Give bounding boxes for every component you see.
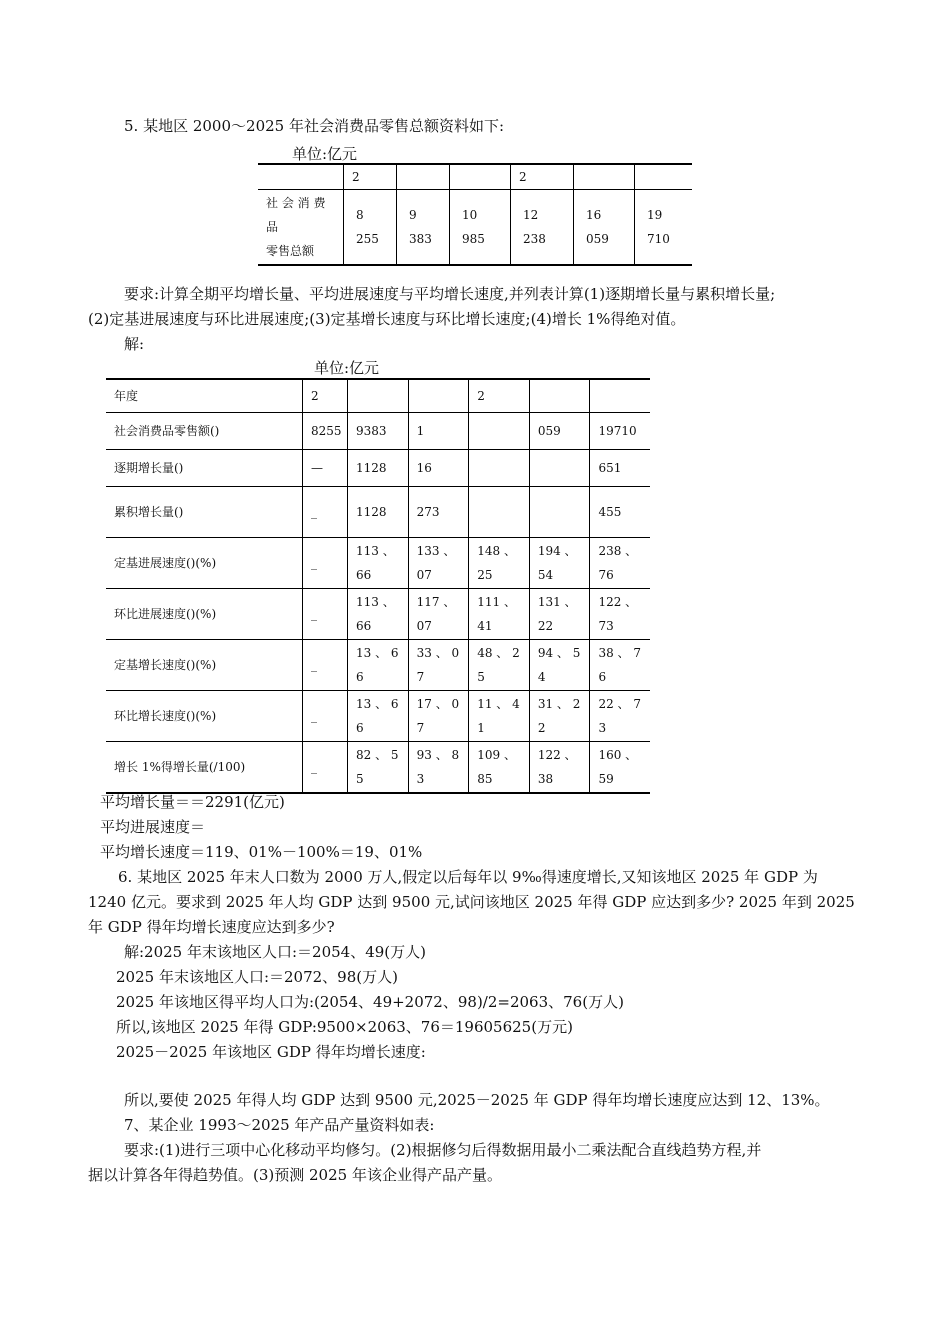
table-cell [408, 379, 469, 413]
table-cell: 122 、 38 [529, 742, 590, 794]
table-row [106, 691, 650, 742]
q7-line1: 7、某企业 1993～2025 年产品产量资料如表: [124, 1116, 435, 1134]
table-cell: 455 [590, 487, 650, 538]
row-label: 定基增长速度()(%) [106, 640, 303, 691]
table-cell: 238 、 76 [590, 538, 650, 589]
table-cell: 160 、 59 [590, 742, 650, 794]
table-cell: 33 、 0 7 [408, 640, 469, 691]
table-header-row [258, 164, 692, 190]
table-cell: 22 、 7 3 [590, 691, 650, 742]
table-cell: — [303, 450, 348, 487]
table-row [106, 450, 650, 487]
q6-solution-4: 所以,该地区 2025 年得 GDP:9500×2063、76＝19605625(万元) [116, 1018, 573, 1036]
q6-solution-3: 2025 年该地区得平均人口为:(2054、49+2072、98)/2=2063、76(万人) [116, 993, 624, 1011]
table-cell [529, 379, 590, 413]
table-cell: 9 383 [397, 190, 450, 266]
table-row [106, 589, 650, 640]
table-cell: 11 、 4 1 [469, 691, 530, 742]
table-cell: 17 、 0 7 [408, 691, 469, 742]
row-label: 年度 [106, 379, 303, 413]
q6-solution-1: 解:2025 年末该地区人口:＝2054、49(万人) [124, 943, 427, 961]
table-cell [397, 164, 450, 190]
table-cell: 273 [408, 487, 469, 538]
q5-title: 5. 某地区 2000～2025 年社会消费品零售总额资料如下: [124, 117, 505, 135]
table-cell: 10 985 [450, 190, 511, 266]
table-row [106, 379, 650, 413]
avg-growth: 平均增长量＝＝2291(亿元) [100, 793, 285, 811]
table-row [106, 538, 650, 589]
row-label: 累积增长量() [106, 487, 303, 538]
table-cell: _ [303, 742, 348, 794]
table-cell [258, 164, 344, 190]
table-cell: 2 [469, 379, 530, 413]
q5-requirement-line2: (2)定基进展速度与环比进展速度;(3)定基增长速度与环比增长速度;(4)增长 1%得绝对值。 [88, 310, 686, 328]
table-cell: 111 、 41 [469, 589, 530, 640]
avg-dev-speed: 平均进展速度＝ [100, 818, 206, 836]
q6-solution-2: 2025 年末该地区人口:＝2072、98(万人) [116, 968, 398, 986]
table-cell: _ [303, 538, 348, 589]
row-label [258, 190, 344, 266]
q6-solution-5: 2025－2025 年该地区 GDP 得年均增长速度: [116, 1043, 426, 1061]
q6-line3: 年 GDP 得年均增长速度应达到多少? [88, 918, 335, 936]
q6-line1: 6. 某地区 2025 年末人口数为 2000 万人,假定以后每年以 9‰得速度增长,又知该地区 2025 年 GDP 为 [118, 868, 818, 886]
table-cell: 2 [303, 379, 348, 413]
label-line: 零售总额 [266, 244, 315, 258]
table-cell: 1128 [348, 450, 409, 487]
table-cell: _ [303, 640, 348, 691]
q7-line2: 要求:(1)进行三项中心化移动平均修匀。(2)根据修匀后得数据用最小二乘法配合直线趋势方程,并 [124, 1141, 762, 1159]
table-cell: 8255 [303, 413, 348, 450]
table-cell [450, 164, 511, 190]
table-cell: 19 710 [635, 190, 693, 266]
table-row [106, 413, 650, 450]
table-cell: 059 [529, 413, 590, 450]
q5-solution-label: 解: [124, 335, 145, 353]
table-cell: 2 [344, 164, 397, 190]
label-line: 品 [266, 220, 279, 234]
table-row [106, 487, 650, 538]
table-cell: 94 、 5 4 [529, 640, 590, 691]
table-cell: 133 、 07 [408, 538, 469, 589]
table-cell: 131 、 22 [529, 589, 590, 640]
avg-growth-speed: 平均增长速度＝119、01%－100%＝19、01% [100, 843, 423, 861]
table-cell: 38 、 7 6 [590, 640, 650, 691]
table-cell [469, 487, 530, 538]
table-cell: 109 、 85 [469, 742, 530, 794]
table-cell: 651 [590, 450, 650, 487]
table-cell: _ [303, 691, 348, 742]
table-cell [529, 450, 590, 487]
table-cell: 12 238 [511, 190, 574, 266]
table-cell: 122 、 73 [590, 589, 650, 640]
table-cell: 1128 [348, 487, 409, 538]
table-cell [574, 164, 635, 190]
table-cell: 19710 [590, 413, 650, 450]
row-label: 环比进展速度()(%) [106, 589, 303, 640]
table-cell: 8 255 [344, 190, 397, 266]
table-cell: 13 、 6 6 [348, 691, 409, 742]
row-label: 逐期增长量() [106, 450, 303, 487]
table-cell: 113 、 66 [348, 589, 409, 640]
table-cell [590, 379, 650, 413]
table-cell: 2 [511, 164, 574, 190]
row-label: 社会消费品零售额() [106, 413, 303, 450]
q5-unit2: 单位:亿元 [314, 359, 380, 377]
table-cell: 82 、 5 5 [348, 742, 409, 794]
table-row [106, 742, 650, 794]
label-line: 社 会 消 费 [266, 196, 326, 210]
table-cell: 117 、 07 [408, 589, 469, 640]
q5-unit: 单位:亿元 [292, 145, 358, 163]
table-row [258, 190, 692, 266]
table-cell: 31 、 2 2 [529, 691, 590, 742]
table-cell: 113 、 66 [348, 538, 409, 589]
table-cell: 1 [408, 413, 469, 450]
table-cell: 16 [408, 450, 469, 487]
table-cell: 16 059 [574, 190, 635, 266]
table-cell: _ [303, 487, 348, 538]
q5-data-table [258, 163, 692, 266]
table-cell [348, 379, 409, 413]
table-cell [529, 487, 590, 538]
q6-line2: 1240 亿元。要求到 2025 年人均 GDP 达到 9500 元,试问该地区 2025 年得 GDP 应达到多少? 2025 年到 2025 [88, 893, 855, 911]
row-label: 增长 1%得增长量(/100) [106, 742, 303, 794]
row-label: 定基进展速度()(%) [106, 538, 303, 589]
table-cell: 93 、 8 3 [408, 742, 469, 794]
q5-requirement-line1: 要求:计算全期平均增长量、平均进展速度与平均增长速度,并列表计算(1)逐期增长量与累积增长量; [124, 285, 776, 303]
table-cell: 148 、 25 [469, 538, 530, 589]
table-cell: 9383 [348, 413, 409, 450]
table-cell: 48 、 2 5 [469, 640, 530, 691]
table-cell [469, 413, 530, 450]
table-cell [635, 164, 693, 190]
table-cell: 194 、 54 [529, 538, 590, 589]
q7-line3: 据以计算各年得趋势值。(3)预测 2025 年该企业得产品产量。 [88, 1166, 502, 1184]
q5-solution-table [106, 378, 650, 794]
table-cell: 13 、 6 6 [348, 640, 409, 691]
row-label: 环比增长速度()(%) [106, 691, 303, 742]
table-cell [469, 450, 530, 487]
q6-solution-6: 所以,要使 2025 年得人均 GDP 达到 9500 元,2025－2025 年 GDP 得年均增长速度应达到 12、13%。 [124, 1091, 830, 1109]
table-row [106, 640, 650, 691]
table-cell: _ [303, 589, 348, 640]
